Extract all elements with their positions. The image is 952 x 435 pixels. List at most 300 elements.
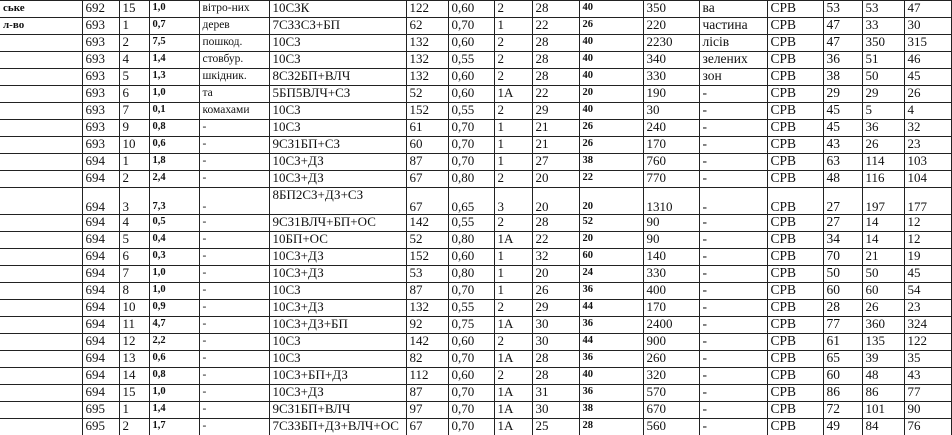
table-cell: 76 bbox=[904, 419, 951, 435]
table-cell: 90 bbox=[643, 215, 699, 232]
table-cell: 44 bbox=[579, 300, 643, 317]
table-cell: 330 bbox=[643, 69, 699, 86]
table-cell: 1 bbox=[119, 402, 149, 419]
table-cell: 32 bbox=[904, 120, 951, 137]
table-cell: 47 bbox=[823, 18, 862, 35]
table-cell: 38 bbox=[823, 69, 862, 86]
table-cell: 220 bbox=[643, 18, 699, 35]
table-cell: СРВ bbox=[767, 154, 823, 171]
table-cell: шкідник. bbox=[199, 69, 269, 86]
table-cell: 694 bbox=[82, 171, 119, 188]
table-cell: 0,4 bbox=[149, 232, 199, 249]
table-cell: 86 bbox=[862, 385, 904, 402]
table-cell: 30 bbox=[532, 402, 579, 419]
table-cell: 1 bbox=[494, 266, 532, 283]
table-cell: 10СЗ bbox=[269, 120, 406, 137]
table-cell: 28 bbox=[532, 35, 579, 52]
table-cell: 142 bbox=[406, 215, 448, 232]
table-cell: 12 bbox=[904, 215, 951, 232]
table-cell: - bbox=[199, 402, 269, 419]
table-cell: 29 bbox=[532, 300, 579, 317]
table-cell: 1,3 bbox=[149, 69, 199, 86]
table-cell: СРВ bbox=[767, 334, 823, 351]
table-cell: 694 bbox=[82, 368, 119, 385]
table-cell: 10СЗ bbox=[269, 103, 406, 120]
table-cell: - bbox=[699, 249, 767, 266]
table-cell: 40 bbox=[579, 103, 643, 120]
table-cell: 53 bbox=[406, 266, 448, 283]
table-cell: 13 bbox=[119, 351, 149, 368]
table-cell: - bbox=[699, 283, 767, 300]
table-cell: СРВ bbox=[767, 171, 823, 188]
table-body bbox=[0, 1, 951, 435]
table-cell: 2 bbox=[494, 35, 532, 52]
table-cell: 692 bbox=[82, 1, 119, 18]
table-cell: 0,8 bbox=[149, 120, 199, 137]
table-cell: - bbox=[699, 300, 767, 317]
table-cell: 694 bbox=[82, 300, 119, 317]
table-cell bbox=[0, 69, 82, 86]
table-cell: 20 bbox=[532, 188, 579, 215]
table-cell: - bbox=[699, 137, 767, 154]
table-cell: 46 bbox=[904, 52, 951, 69]
table-cell: 0,60 bbox=[448, 35, 494, 52]
table-cell: 5 bbox=[862, 103, 904, 120]
table-cell: 28 bbox=[532, 1, 579, 18]
table-cell: 61 bbox=[406, 120, 448, 137]
table-cell: 7 bbox=[119, 103, 149, 120]
table-cell: 2 bbox=[494, 69, 532, 86]
table-cell: 350 bbox=[862, 35, 904, 52]
table-cell: 0,70 bbox=[448, 120, 494, 137]
table-cell: 67 bbox=[406, 419, 448, 435]
table-cell: 7,5 bbox=[149, 35, 199, 52]
table-cell: 49 bbox=[823, 419, 862, 435]
table-cell: СРВ bbox=[767, 86, 823, 103]
table-cell: 72 bbox=[823, 402, 862, 419]
table-cell: 4,7 bbox=[149, 317, 199, 334]
table-cell: 8 bbox=[119, 283, 149, 300]
table-cell: 0,80 bbox=[448, 266, 494, 283]
table-row bbox=[0, 18, 951, 35]
table-cell: 22 bbox=[579, 171, 643, 188]
table-cell: 560 bbox=[643, 419, 699, 435]
table-cell: - bbox=[199, 283, 269, 300]
table-cell bbox=[0, 300, 82, 317]
table-cell: 770 bbox=[643, 171, 699, 188]
table-cell bbox=[0, 334, 82, 351]
table-cell: 60 bbox=[823, 368, 862, 385]
table-cell: 30 bbox=[532, 334, 579, 351]
table-cell: 50 bbox=[862, 266, 904, 283]
table-cell: 65 bbox=[823, 351, 862, 368]
table-cell: - bbox=[699, 154, 767, 171]
table-cell: 14 bbox=[862, 215, 904, 232]
table-cell: 694 bbox=[82, 266, 119, 283]
table-cell: 28 bbox=[532, 368, 579, 385]
table-cell: 170 bbox=[643, 137, 699, 154]
table-cell bbox=[0, 266, 82, 283]
table-cell: - bbox=[699, 334, 767, 351]
table-cell: 693 bbox=[82, 103, 119, 120]
table-cell: 23 bbox=[904, 137, 951, 154]
table-cell: - bbox=[199, 300, 269, 317]
table-cell: 45 bbox=[823, 103, 862, 120]
table-cell: 0,70 bbox=[448, 385, 494, 402]
table-row bbox=[0, 188, 951, 215]
table-cell bbox=[0, 103, 82, 120]
table-cell: 2400 bbox=[643, 317, 699, 334]
table-cell: 31 bbox=[532, 385, 579, 402]
table-cell: 0,5 bbox=[149, 215, 199, 232]
table-cell: 112 bbox=[406, 368, 448, 385]
table-cell: СРВ bbox=[767, 283, 823, 300]
table-cell: 0,70 bbox=[448, 18, 494, 35]
table-cell: 240 bbox=[643, 120, 699, 137]
table-row bbox=[0, 402, 951, 419]
table-cell: 330 bbox=[643, 266, 699, 283]
table-cell: 0,1 bbox=[149, 103, 199, 120]
table-cell: 43 bbox=[823, 137, 862, 154]
table-cell: 0,70 bbox=[448, 283, 494, 300]
table-cell: 29 bbox=[823, 86, 862, 103]
table-cell: 122 bbox=[406, 1, 448, 18]
table-cell: 1 bbox=[494, 18, 532, 35]
table-cell: 10СЗ+ДЗ bbox=[269, 171, 406, 188]
table-cell: 693 bbox=[82, 52, 119, 69]
table-cell: 694 bbox=[82, 154, 119, 171]
table-cell: 10 bbox=[119, 137, 149, 154]
table-cell: - bbox=[699, 120, 767, 137]
table-cell: 693 bbox=[82, 35, 119, 52]
table-cell: СРВ bbox=[767, 368, 823, 385]
table-cell: 14 bbox=[119, 368, 149, 385]
table-row bbox=[0, 249, 951, 266]
table-cell: 77 bbox=[823, 317, 862, 334]
table-cell: 87 bbox=[406, 283, 448, 300]
table-cell: 28 bbox=[532, 351, 579, 368]
table-cell: СРВ bbox=[767, 103, 823, 120]
table-cell: 70 bbox=[823, 249, 862, 266]
table-cell: 10СЗ+ДЗ bbox=[269, 266, 406, 283]
table-cell: 260 bbox=[643, 351, 699, 368]
table-cell bbox=[0, 402, 82, 419]
table-cell: 10СЗК bbox=[269, 1, 406, 18]
table-cell: 3 bbox=[119, 188, 149, 215]
table-cell: 132 bbox=[406, 52, 448, 69]
table-cell: 2 bbox=[119, 171, 149, 188]
table-cell: 0,9 bbox=[149, 300, 199, 317]
table-cell: 62 bbox=[406, 18, 448, 35]
table-cell: вітро-них bbox=[199, 1, 269, 18]
table-cell: 60 bbox=[406, 137, 448, 154]
table-cell: 28 bbox=[532, 69, 579, 86]
table-cell: 29 bbox=[532, 103, 579, 120]
table-cell: 60 bbox=[579, 249, 643, 266]
table-cell: 10СЗ+ДЗ bbox=[269, 385, 406, 402]
table-cell: 36 bbox=[862, 120, 904, 137]
table-cell: 15 bbox=[119, 1, 149, 18]
table-cell: 30 bbox=[532, 317, 579, 334]
table-cell: 87 bbox=[406, 385, 448, 402]
table-cell: 132 bbox=[406, 300, 448, 317]
table-cell: 10СЗ+ДЗ bbox=[269, 300, 406, 317]
table-cell: 12 bbox=[904, 232, 951, 249]
table-cell: 54 bbox=[904, 283, 951, 300]
table-cell: 0,6 bbox=[149, 137, 199, 154]
table-row bbox=[0, 300, 951, 317]
table-cell: 170 bbox=[643, 300, 699, 317]
table-row bbox=[0, 266, 951, 283]
table-cell: 2 bbox=[494, 1, 532, 18]
table-cell: 53 bbox=[823, 1, 862, 18]
table-cell: 27 bbox=[532, 154, 579, 171]
table-cell: 40 bbox=[579, 1, 643, 18]
table-cell: 103 bbox=[904, 154, 951, 171]
table-cell: 694 bbox=[82, 334, 119, 351]
table-cell: 694 bbox=[82, 188, 119, 215]
table-cell: СРВ bbox=[767, 1, 823, 18]
table-cell: 40 bbox=[579, 35, 643, 52]
table-cell: 20 bbox=[532, 171, 579, 188]
table-cell: дерев bbox=[199, 18, 269, 35]
table-cell: 0,60 bbox=[448, 368, 494, 385]
table-cell: 2 bbox=[494, 52, 532, 69]
table-cell: 7 bbox=[119, 266, 149, 283]
table-cell: - bbox=[199, 334, 269, 351]
table-cell bbox=[0, 86, 82, 103]
table-cell: 50 bbox=[862, 69, 904, 86]
table-cell: - bbox=[699, 266, 767, 283]
table-cell: 10БП+ОС bbox=[269, 232, 406, 249]
table-cell: - bbox=[199, 120, 269, 137]
table-cell: СРВ bbox=[767, 385, 823, 402]
table-cell: л-во bbox=[0, 18, 82, 35]
table-cell: - bbox=[699, 317, 767, 334]
table-row bbox=[0, 283, 951, 300]
table-cell: 2 bbox=[494, 171, 532, 188]
table-cell: 28 bbox=[823, 300, 862, 317]
table-cell: 1 bbox=[494, 137, 532, 154]
table-cell: 40 bbox=[579, 368, 643, 385]
table-cell: 9СЗ1ВЛЧ+БП+ОС bbox=[269, 215, 406, 232]
table-cell: 694 bbox=[82, 317, 119, 334]
table-cell: СРВ bbox=[767, 69, 823, 86]
table-cell: 0,55 bbox=[448, 300, 494, 317]
table-cell: 40 bbox=[579, 52, 643, 69]
table-cell: комахами bbox=[199, 103, 269, 120]
table-cell: 2 bbox=[119, 419, 149, 435]
table-cell: 25 bbox=[532, 419, 579, 435]
table-cell: 0,65 bbox=[448, 188, 494, 215]
table-cell: 27 bbox=[823, 188, 862, 215]
table-cell: 1 bbox=[494, 249, 532, 266]
table-cell: 4 bbox=[119, 215, 149, 232]
table-cell: 694 bbox=[82, 283, 119, 300]
table-row bbox=[0, 154, 951, 171]
table-cell: 695 bbox=[82, 419, 119, 435]
table-cell: 340 bbox=[643, 52, 699, 69]
table-cell: 5 bbox=[119, 69, 149, 86]
table-row bbox=[0, 419, 951, 435]
table-cell: 43 bbox=[904, 368, 951, 385]
table-cell: 33 bbox=[862, 18, 904, 35]
table-cell: - bbox=[199, 154, 269, 171]
table-cell: 1,7 bbox=[149, 419, 199, 435]
table-cell: 7,3 bbox=[149, 188, 199, 215]
table-cell: СРВ bbox=[767, 35, 823, 52]
table-cell: 1,0 bbox=[149, 385, 199, 402]
table-cell: 28 bbox=[532, 52, 579, 69]
table-cell: 21 bbox=[862, 249, 904, 266]
table-cell: 5БП5ВЛЧ+СЗ bbox=[269, 86, 406, 103]
table-cell: 10СЗ+ДЗ bbox=[269, 154, 406, 171]
table-cell: 1А bbox=[494, 232, 532, 249]
table-cell: стовбур. bbox=[199, 52, 269, 69]
table-cell: 0,80 bbox=[448, 171, 494, 188]
table-cell: 0,70 bbox=[448, 137, 494, 154]
table-cell: 0,60 bbox=[448, 69, 494, 86]
table-cell: - bbox=[199, 232, 269, 249]
table-cell: - bbox=[199, 249, 269, 266]
table-cell: 1,4 bbox=[149, 402, 199, 419]
table-cell: 1 bbox=[494, 283, 532, 300]
table-cell: 197 bbox=[862, 188, 904, 215]
table-cell: ва bbox=[699, 1, 767, 18]
table-cell: - bbox=[699, 215, 767, 232]
table-cell: 8СЗ2БП+ВЛЧ bbox=[269, 69, 406, 86]
table-cell: 48 bbox=[823, 171, 862, 188]
table-cell: 51 bbox=[862, 52, 904, 69]
table-cell bbox=[0, 249, 82, 266]
table-cell: 84 bbox=[862, 419, 904, 435]
table-cell: 40 bbox=[579, 69, 643, 86]
table-cell: 0,70 bbox=[448, 154, 494, 171]
table-cell: 4 bbox=[904, 103, 951, 120]
table-cell: 97 bbox=[406, 402, 448, 419]
table-cell: - bbox=[699, 188, 767, 215]
table-cell: СРВ bbox=[767, 18, 823, 35]
table-cell: 132 bbox=[406, 35, 448, 52]
table-cell: 2,2 bbox=[149, 334, 199, 351]
table-cell: 38 bbox=[579, 402, 643, 419]
table-cell: 7СЗЗСЗ+БП bbox=[269, 18, 406, 35]
table-cell: 22 bbox=[532, 18, 579, 35]
table-cell: 0,6 bbox=[149, 351, 199, 368]
table-cell: 132 bbox=[406, 69, 448, 86]
table-cell: 10СЗ+БП+ДЗ bbox=[269, 368, 406, 385]
table-cell: 10СЗ+ДЗ+БП bbox=[269, 317, 406, 334]
table-cell: 52 bbox=[579, 215, 643, 232]
table-cell: - bbox=[199, 351, 269, 368]
table-cell: 1А bbox=[494, 351, 532, 368]
table-cell: - bbox=[699, 368, 767, 385]
table-cell: 1,0 bbox=[149, 86, 199, 103]
table-cell: 900 bbox=[643, 334, 699, 351]
table-cell: 1А bbox=[494, 86, 532, 103]
table-cell: 36 bbox=[579, 283, 643, 300]
table-cell: 45 bbox=[904, 266, 951, 283]
table-cell: 0,80 bbox=[448, 232, 494, 249]
table-cell: 22 bbox=[532, 86, 579, 103]
table-cell: - bbox=[699, 232, 767, 249]
table-cell: 0,70 bbox=[448, 402, 494, 419]
table-cell: 1,0 bbox=[149, 266, 199, 283]
table-cell: - bbox=[699, 385, 767, 402]
table-cell: - bbox=[699, 402, 767, 419]
table-cell: СРВ bbox=[767, 120, 823, 137]
table-cell: 1А bbox=[494, 385, 532, 402]
table-cell: 400 bbox=[643, 283, 699, 300]
table-cell: 760 bbox=[643, 154, 699, 171]
table-row bbox=[0, 334, 951, 351]
table-cell: 9СЗ1БП+СЗ bbox=[269, 137, 406, 154]
table-cell: 104 bbox=[904, 171, 951, 188]
table-row bbox=[0, 103, 951, 120]
table-cell: 87 bbox=[406, 154, 448, 171]
table-cell: 0,75 bbox=[448, 317, 494, 334]
table-cell: СРВ bbox=[767, 232, 823, 249]
table-cell: СРВ bbox=[767, 402, 823, 419]
table-cell: частина bbox=[699, 18, 767, 35]
table-cell: 101 bbox=[862, 402, 904, 419]
table-cell: 52 bbox=[406, 232, 448, 249]
table-cell: 86 bbox=[823, 385, 862, 402]
table-cell: - bbox=[699, 103, 767, 120]
table-cell: 0,55 bbox=[448, 103, 494, 120]
table-cell: 38 bbox=[579, 154, 643, 171]
table-cell: 36 bbox=[579, 351, 643, 368]
table-cell: 142 bbox=[406, 334, 448, 351]
table-cell: 21 bbox=[532, 137, 579, 154]
table-cell: 35 bbox=[904, 351, 951, 368]
table-cell bbox=[0, 137, 82, 154]
table-cell: 45 bbox=[823, 120, 862, 137]
table-cell: 14 bbox=[862, 232, 904, 249]
table-cell: 1310 bbox=[643, 188, 699, 215]
table-cell: 135 bbox=[862, 334, 904, 351]
table-cell: 26 bbox=[904, 86, 951, 103]
table-cell: 50 bbox=[823, 266, 862, 283]
table-row bbox=[0, 317, 951, 334]
table-cell: 694 bbox=[82, 385, 119, 402]
table-cell: 26 bbox=[579, 120, 643, 137]
table-cell: 10СЗ bbox=[269, 351, 406, 368]
table-cell: - bbox=[699, 419, 767, 435]
table-cell: 122 bbox=[904, 334, 951, 351]
table-cell: 0,70 bbox=[448, 419, 494, 435]
table-cell bbox=[0, 419, 82, 435]
table-cell: 0,60 bbox=[448, 249, 494, 266]
table-row bbox=[0, 171, 951, 188]
table-cell: 694 bbox=[82, 215, 119, 232]
table-cell: 15 bbox=[119, 385, 149, 402]
table-cell: 0,70 bbox=[448, 351, 494, 368]
table-cell: 12 bbox=[119, 334, 149, 351]
table-cell: 2,4 bbox=[149, 171, 199, 188]
table-cell: - bbox=[199, 317, 269, 334]
table-cell: 0,8 bbox=[149, 368, 199, 385]
table-cell: зелених bbox=[699, 52, 767, 69]
table-cell: 60 bbox=[862, 283, 904, 300]
table-cell: 6 bbox=[119, 86, 149, 103]
table-cell: 20 bbox=[579, 188, 643, 215]
table-cell: СРВ bbox=[767, 52, 823, 69]
table-cell: 350 bbox=[643, 1, 699, 18]
table-cell bbox=[0, 368, 82, 385]
table-cell: 2 bbox=[494, 103, 532, 120]
table-cell: 53 bbox=[862, 1, 904, 18]
